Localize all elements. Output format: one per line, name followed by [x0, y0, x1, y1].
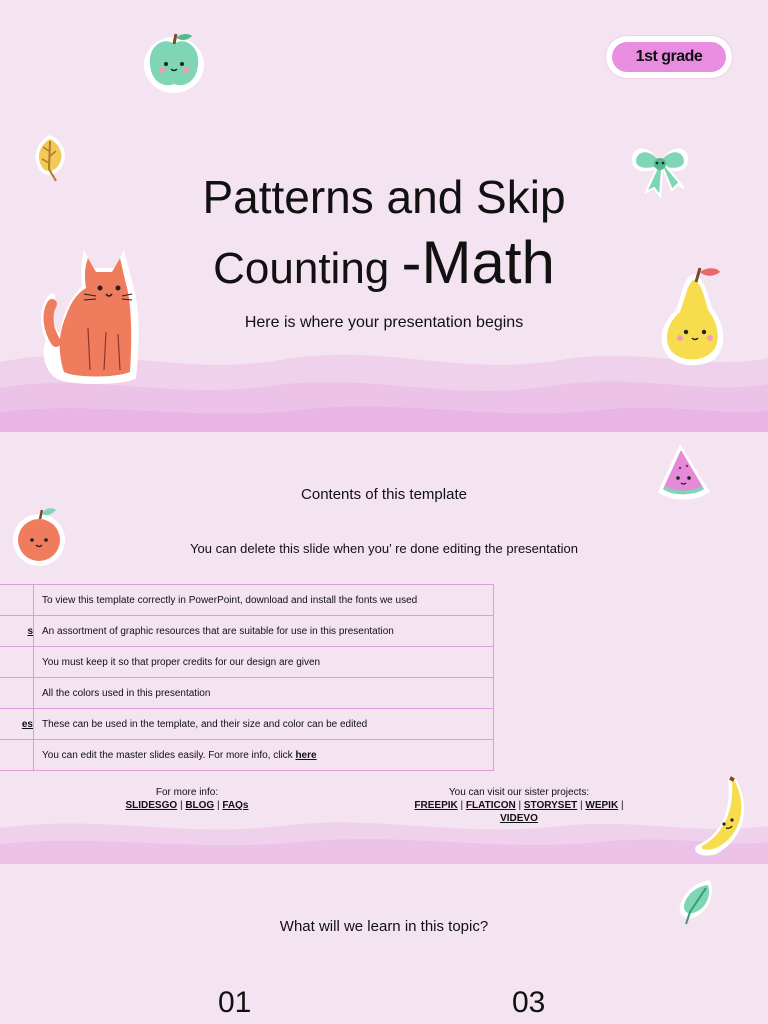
table-row [0, 740, 494, 771]
wepik-link[interactable]: WEPIK [585, 800, 619, 811]
slide-topics[interactable] [0, 866, 768, 1024]
pear-icon [656, 264, 730, 368]
here-link[interactable]: here [295, 749, 317, 761]
row-text-content: You can edit the master slides easily. For more info, click [42, 749, 296, 761]
row-text: An assortment of graphic resources that are suitable for use in this presentation [34, 616, 494, 647]
cat-icon [36, 244, 148, 390]
banana-icon [690, 774, 752, 858]
topics-heading: What will we learn in this topic? [279, 918, 489, 935]
more-info-label: For more info: [155, 787, 219, 798]
row-text: To view this template correctly in PowerPoint, download and install the fonts we used [34, 585, 494, 616]
blog-link[interactable]: BLOG [185, 800, 215, 811]
table-row [0, 585, 494, 616]
row-key[interactable] [0, 678, 34, 709]
watermelon-icon [656, 442, 712, 502]
title-line-1: Patterns and Skip [202, 171, 566, 223]
row-text [34, 740, 494, 771]
bow-icon [628, 140, 692, 200]
freepik-link[interactable]: FREEPIK [414, 800, 458, 811]
topic-number-03: 03 [512, 986, 546, 1019]
table-row [0, 709, 494, 740]
leaf-icon [30, 133, 72, 185]
sister-label: You can visit our sister projects: [448, 787, 590, 798]
table-row [0, 678, 494, 709]
title-line-2-text: Counting [213, 244, 402, 293]
delete-note: You can delete this slide when you’ re done editing the presentation [190, 541, 578, 556]
title-line-2-math: -Math [401, 229, 555, 296]
apple-icon [142, 28, 206, 94]
subtitle: Here is where your presentation begins [244, 314, 524, 331]
contents-heading: Contents of this template [301, 486, 467, 503]
row-key[interactable]: es [0, 709, 34, 740]
slidesgo-link[interactable]: SLIDESGO [125, 800, 178, 811]
slide-contents[interactable] [0, 434, 768, 864]
row-key[interactable]: s [0, 616, 34, 647]
orange-icon [12, 502, 68, 566]
row-text: You must keep it so that proper credits for our design are given [34, 647, 494, 678]
row-text: All the colors used in this presentation [34, 678, 494, 709]
table-row [0, 647, 494, 678]
grade-badge [606, 36, 732, 78]
pink-waves [0, 814, 768, 864]
row-key[interactable] [0, 740, 34, 771]
videvo-link[interactable]: VIDEVO [500, 813, 538, 824]
resources-table [0, 584, 494, 771]
sister-projects: You can visit our sister projects: FREEPIK | FLATICON | STORYSET | WEPIK | VIDEVO [396, 786, 642, 825]
topic-number-01: 01 [218, 986, 252, 1019]
grade-badge-label: 1st grade [612, 42, 726, 72]
slide-title[interactable] [0, 0, 768, 432]
green-leaf-icon [676, 878, 716, 928]
row-key[interactable] [0, 585, 34, 616]
row-text: These can be used in the template, and their size and color can be edited [34, 709, 494, 740]
storyset-link[interactable]: STORYSET [523, 800, 578, 811]
faqs-link[interactable]: FAQs [222, 800, 249, 811]
flaticon-link[interactable]: FLATICON [465, 800, 516, 811]
row-key[interactable] [0, 647, 34, 678]
more-info: For more info: SLIDESGO | BLOG | FAQs [110, 786, 264, 812]
table-row [0, 616, 494, 647]
